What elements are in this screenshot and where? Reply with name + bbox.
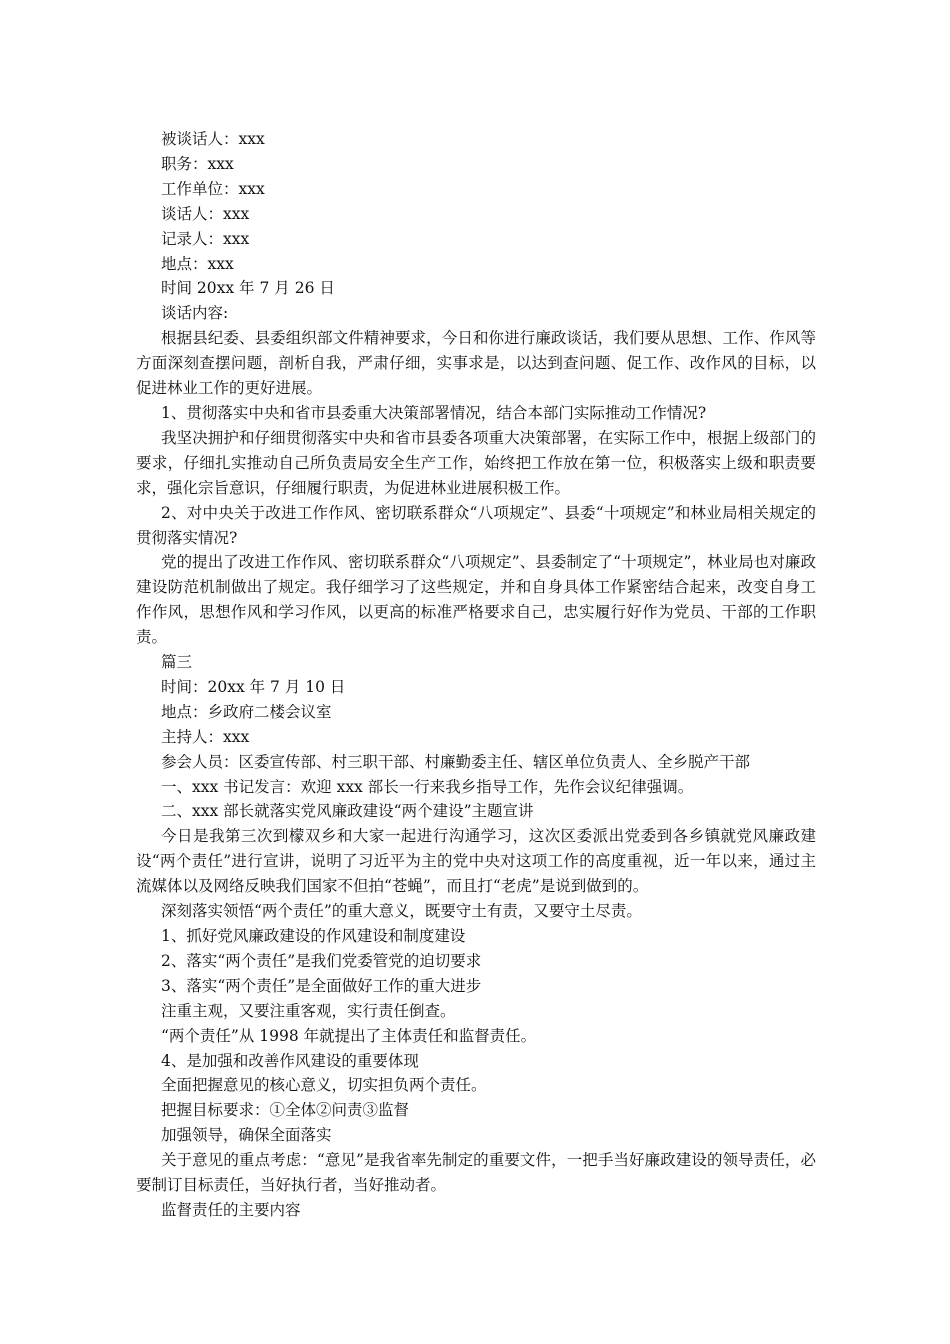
list-item: 4、是加强和改善作风建设的重要体现 xyxy=(161,1051,419,1070)
agenda-item-1: 一、xxx 书记发言：欢迎 xxx 部长一行来我乡指导工作，先作会议纪律强调。 xyxy=(161,777,694,796)
body-paragraph: 监督责任的主要内容 xyxy=(161,1200,301,1219)
content-heading: 谈话内容: xyxy=(161,304,229,323)
host-line: 主持人：xxx xyxy=(161,727,250,746)
body-paragraph: 今日是我第三次到檬双乡和大家一起进行沟通学习，这次区委派出党委到各乡镇就党风廉政建设“两个责任”进行宣讲，说明了习近平为主的党中央对这项工作的高度重视，近一年以来，通过主流媒体以及网络反映我们国家不但拍“苍蝇”，而且打“老虎”是说到做到的。 xyxy=(136,827,816,896)
body-paragraph: 根据县纪委、县委组织部文件精神要求，今日和你进行廉政谈话，我们要从思想、工作、作风等方面深刻查摆问题，剖析自我，严肃仔细，实事求是，以达到查问题、促工作、改作风的目标，以促进林业工作的更好进展。 xyxy=(136,329,816,398)
body-paragraph: 我坚决拥护和仔细贯彻落实中央和省市县委各项重大决策部署，在实际工作中，根据上级部门的要求，仔细扎实推动自己所负责局安全生产工作，始终把工作放在第一位，积极落实上级和职责要求，强化宗旨意识，仔细履行职责，为促进林业进展积极工作。 xyxy=(136,428,816,497)
work-unit-line: 工作单位：xxx xyxy=(161,179,265,198)
meeting-time-line: 时间：20xx 年 7 月 10 日 xyxy=(161,677,346,696)
body-paragraph: 全面把握意见的核心意义，切实担负两个责任。 xyxy=(161,1076,487,1095)
list-item: 3、落实“两个责任”是全面做好工作的重大进步 xyxy=(161,976,482,995)
list-item: 2、落实“两个责任”是我们党委管党的迫切要求 xyxy=(161,951,482,970)
attendees-line: 参会人员：区委宣传部、村三职干部、村廉勤委主任、辖区单位负责人、全乡脱产干部 xyxy=(161,752,751,771)
location-line: 地点：xxx xyxy=(161,254,234,273)
agenda-item-2: 二、xxx 部长就落实党风廉政建设“两个建设”主题宣讲 xyxy=(161,802,534,821)
interviewee-line: 被谈话人：xxx xyxy=(161,130,265,148)
document-body xyxy=(136,127,816,1223)
meeting-location-line: 地点：乡政府二楼会议室 xyxy=(161,702,332,721)
body-paragraph: 深刻落实领悟“两个责任”的重大意义，既要守土有责，又要守土尽责。 xyxy=(161,902,642,921)
body-paragraph: 把握目标要求：①全体②问责③监督 xyxy=(161,1101,410,1120)
section-heading: 篇三 xyxy=(161,653,193,672)
recorder-line: 记录人：xxx xyxy=(161,229,250,248)
interviewer-line: 谈话人：xxx xyxy=(161,204,250,223)
question-2: 2、对中央关于改进工作作风、密切联系群众“八项规定”、县委“十项规定”和林业局相关规定的贯彻落实情况? xyxy=(136,503,816,547)
body-paragraph: “两个责任”从 1998 年就提出了主体责任和监督责任。 xyxy=(161,1026,537,1045)
list-item: 1、抓好党风廉政建设的作风建设和制度建设 xyxy=(161,927,466,945)
position-line: 职务：xxx xyxy=(161,154,234,173)
body-paragraph: 关于意见的重点考虑：“意见”是我省率先制定的重要文件，一把手当好廉政建设的领导责任，必要制订目标责任，当好执行者，当好推动者。 xyxy=(136,1151,816,1195)
time-line: 时间 20xx 年 7 月 26 日 xyxy=(161,279,335,298)
question-1: 1、贯彻落实中央和省市县委重大决策部署情况，结合本部门实际推动工作情况? xyxy=(161,403,707,422)
body-paragraph: 党的提出了改进工作作风、密切联系群众“八项规定”、县委制定了“十项规定”，林业局也对廉政建设防范机制做出了规定。我仔细学习了这些规定，并和自身具体工作紧密结合起来，改变自身工作作风，思想作风和学习作风，以更高的标准严格要求自己，忠实履行好作为党员、干部的工作职责。 xyxy=(136,553,816,647)
body-paragraph: 注重主观，又要注重客观，实行责任倒查。 xyxy=(161,1001,456,1020)
body-paragraph: 加强领导，确保全面落实 xyxy=(161,1126,332,1145)
